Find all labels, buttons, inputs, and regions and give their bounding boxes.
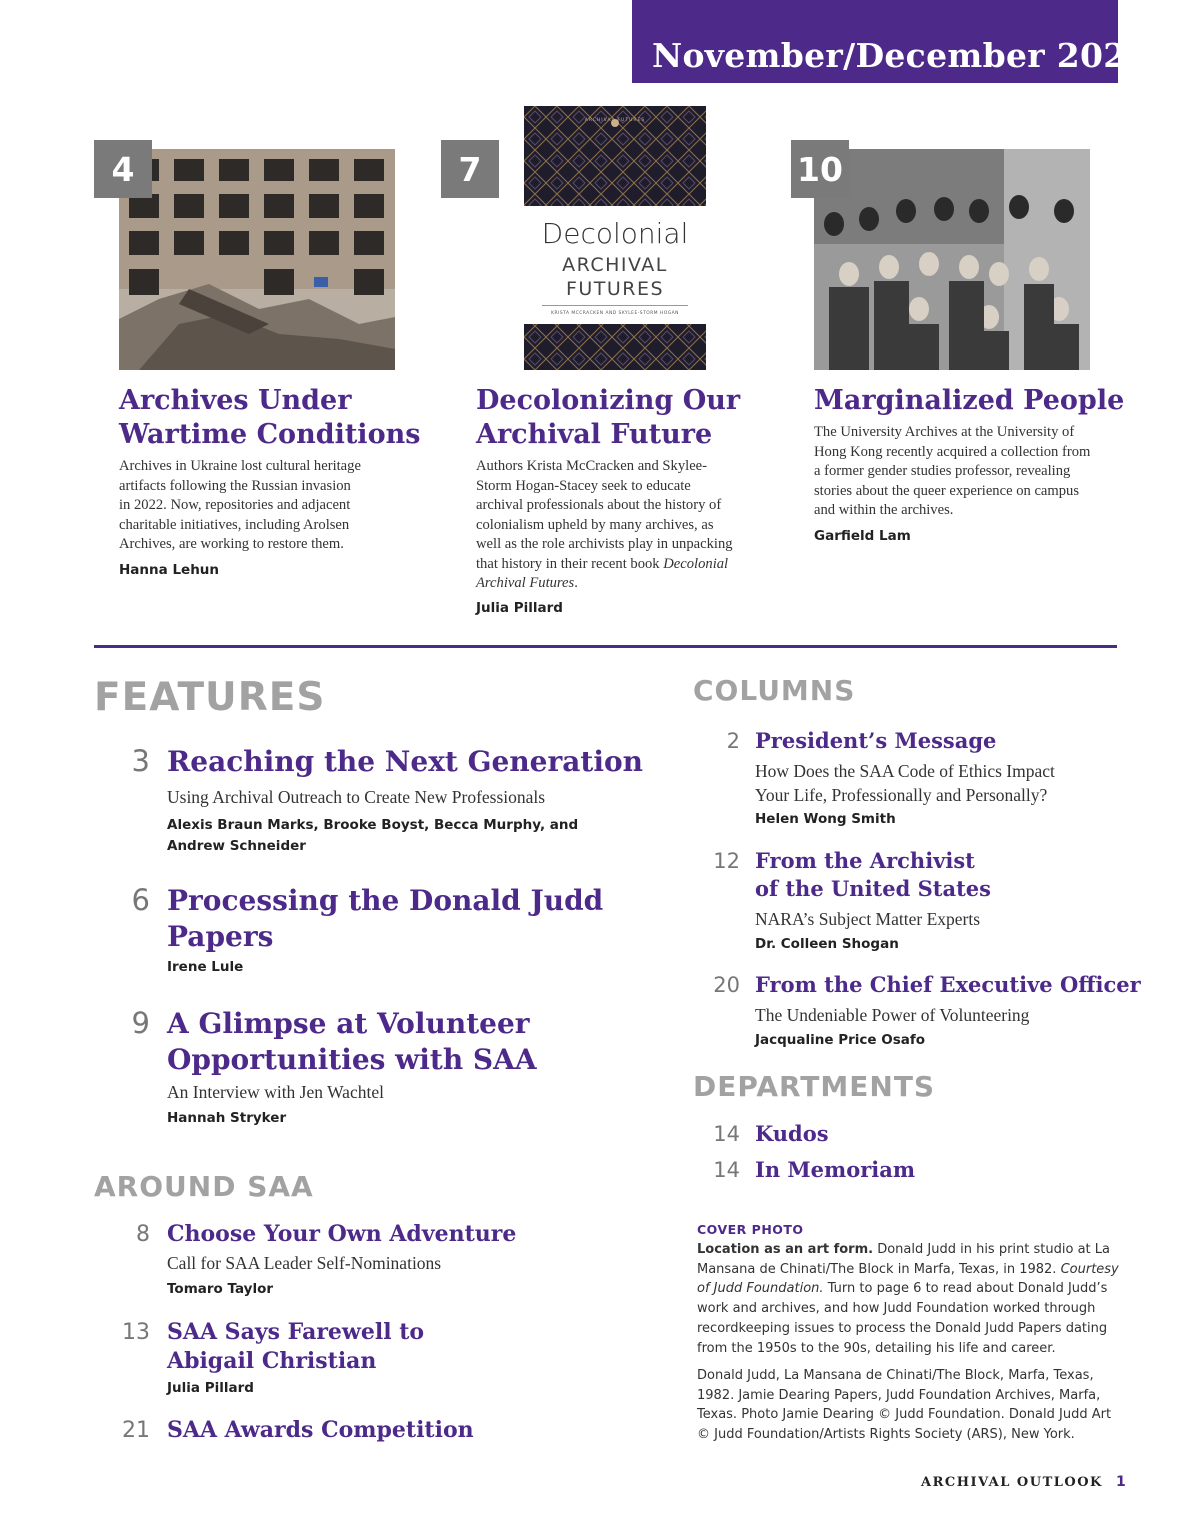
cover-photo-label: COVER PHOTO xyxy=(697,1222,804,1237)
page-number-badge: 7 xyxy=(441,140,499,198)
caption-line xyxy=(697,1279,1125,1299)
book-title-line3: FUTURES xyxy=(565,278,665,300)
highlight-title[interactable]: Marginalized People xyxy=(814,385,1125,416)
toc-author: Jacqualine Price Osafo xyxy=(755,1032,926,1048)
title-line: SAA Says Farewell to xyxy=(167,1319,425,1345)
toc-page-number: 20 xyxy=(713,973,740,997)
caption-line xyxy=(697,1260,1125,1280)
toc-page-number: 14 xyxy=(713,1122,740,1146)
highlight-title[interactable] xyxy=(119,384,420,452)
departments-heading: DEPARTMENTS xyxy=(693,1070,936,1103)
subtitle-line: Your Life, Professionally and Personally? xyxy=(755,784,1048,805)
desc-line xyxy=(476,574,733,594)
book-title: Decolonial xyxy=(541,217,689,250)
toc-author: Helen Wong Smith xyxy=(755,811,896,827)
toc-subtitle xyxy=(755,760,1055,807)
highlight-title-line: Decolonizing Our xyxy=(476,385,741,416)
book-title-line2: ARCHIVAL xyxy=(562,254,668,276)
toc-page-number: 8 xyxy=(136,1222,150,1247)
toc-page-number: 3 xyxy=(131,744,150,778)
highlight-author: Hanna Lehun xyxy=(119,562,220,578)
caption-line: Donald Judd, La Mansana de Chinati/The Block, Marfa, Texas, xyxy=(697,1368,1094,1383)
toc-author: Hannah Stryker xyxy=(167,1110,287,1126)
toc-feature-title[interactable] xyxy=(167,883,603,955)
highlight-author: Garfield Lam xyxy=(814,528,911,544)
desc-line: Archives in Ukraine lost cultural heritage xyxy=(119,458,361,474)
desc-line: Archives, are working to restore them. xyxy=(119,536,344,552)
toc-author: Dr. Colleen Shogan xyxy=(755,936,899,952)
title-line: Opportunities with SAA xyxy=(167,1043,537,1076)
author-line: Andrew Schneider xyxy=(167,838,306,854)
highlight-description xyxy=(814,423,1090,521)
desc-line: and within the archives. xyxy=(814,502,954,518)
desc-line: The University Archives at the University of xyxy=(814,424,1075,440)
issue-date: November/December 2023 xyxy=(652,36,1150,75)
caption-line xyxy=(697,1240,1125,1260)
caption-lead: Location as an art form. xyxy=(697,1242,874,1257)
highlight-description xyxy=(119,457,361,555)
desc-line: archival professionals about the history of xyxy=(476,497,722,513)
caption-line: 1982. Jamie Dearing Papers, Judd Foundation Archives, Marfa, xyxy=(697,1387,1101,1403)
book-title-italic: Archival Futures xyxy=(476,575,575,591)
caption-text: Turn to page 6 to read about Donald Judd’s xyxy=(827,1281,1108,1297)
toc-subtitle: Using Archival Outreach to Create New Professionals xyxy=(167,787,546,807)
title-line: of the United States xyxy=(755,876,991,901)
title-line: Papers xyxy=(167,920,274,953)
desc-line: Storm Hogan-Stacey seek to educate xyxy=(476,477,691,494)
toc-around-title[interactable] xyxy=(167,1318,424,1376)
toc-column-title[interactable]: From the Chief Executive Officer xyxy=(755,972,1141,997)
section-divider xyxy=(94,645,1117,648)
book-series-label: ARCHIVAL FUTURES xyxy=(584,118,646,123)
desc-line: Authors Krista McCracken and Skylee- xyxy=(476,458,708,474)
desc-line: colonialism upheld by many archives, as xyxy=(476,516,714,533)
toc-page-number: 14 xyxy=(713,1158,740,1182)
toc-page-number: 13 xyxy=(122,1320,150,1345)
ruined-building-photo xyxy=(119,149,395,370)
highlight-title-line: Archival Future xyxy=(476,419,713,450)
toc-page-number: 6 xyxy=(131,883,150,917)
desc-line: charitable initiatives, including Arolsen xyxy=(119,516,350,533)
caption-credit: Courtesy xyxy=(1060,1261,1119,1277)
caption-line: from the 1950s to the 90s, detailing his life and career. xyxy=(697,1340,1056,1356)
toc-page-number: 2 xyxy=(726,729,740,753)
book-authors: KRISTA MCCRACKEN AND SKYLEE-STORM HOGAN xyxy=(551,311,679,316)
toc-subtitle: An Interview with Jen Wachtel xyxy=(167,1082,384,1102)
book-divider xyxy=(542,305,688,306)
cover-photo-credit xyxy=(697,1366,1125,1445)
desc-line: stories about the queer experience on campus xyxy=(814,482,1080,499)
desc-text: that history in their recent book xyxy=(476,555,660,572)
toc-author: Tomaro Taylor xyxy=(167,1281,274,1297)
title-line: Processing the Donald Judd xyxy=(167,884,604,917)
desc-line: Hong Kong recently acquired a collection from xyxy=(814,443,1091,460)
title-line: Abigail Christian xyxy=(167,1348,377,1374)
toc-subtitle: NARA’s Subject Matter Experts xyxy=(755,909,981,929)
desc-line: in 2022. Now, repositories and adjacent xyxy=(119,497,351,513)
toc-author xyxy=(167,815,578,857)
page-number-badge: 4 xyxy=(94,140,152,198)
caption-credit: of Judd Foundation. xyxy=(697,1281,824,1297)
desc-text: . xyxy=(574,575,578,591)
toc-feature-title[interactable] xyxy=(167,1006,537,1078)
highlight-author: Julia Pillard xyxy=(476,600,563,616)
around-saa-heading: AROUND SAA xyxy=(94,1170,314,1203)
toc-around-title[interactable]: Choose Your Own Adventure xyxy=(167,1221,517,1247)
page-number-badge: 10 xyxy=(791,140,849,198)
cover-photo-caption xyxy=(697,1240,1125,1358)
toc-column-title[interactable]: President’s Message xyxy=(755,728,997,753)
desc-line: artifacts following the Russian invasion xyxy=(119,477,351,494)
book-cover xyxy=(524,106,706,370)
toc-page-number: 21 xyxy=(122,1418,150,1443)
toc-page-number: 12 xyxy=(713,849,740,873)
highlight-description xyxy=(476,457,733,594)
columns-heading: COLUMNS xyxy=(693,674,856,707)
book-title-italic: Decolonial xyxy=(663,555,729,572)
subtitle-line: How Does the SAA Code of Ethics Impact xyxy=(755,761,1055,781)
desc-line: a former gender studies professor, revealing xyxy=(814,463,1071,479)
group-portrait-photo xyxy=(814,149,1090,370)
caption-line: Texas. Photo Jamie Dearing © Judd Foundation. Donald Judd Art xyxy=(697,1407,1112,1423)
toc-column-title[interactable] xyxy=(755,847,991,903)
toc-department-title[interactable]: In Memoriam xyxy=(755,1157,916,1182)
title-line: A Glimpse at Volunteer xyxy=(167,1007,530,1040)
caption-line: © Judd Foundation/Artists Rights Society (ARS), New York. xyxy=(697,1427,1075,1443)
highlight-title-line: Archives Under xyxy=(119,385,352,416)
toc-around-title[interactable]: SAA Awards Competition xyxy=(167,1417,474,1443)
issue-banner xyxy=(632,0,1150,83)
caption-line: work and archives, and how Judd Foundation worked through xyxy=(697,1301,1096,1317)
toc-author: Irene Lule xyxy=(167,959,244,975)
toc-subtitle: Call for SAA Leader Self-Nominations xyxy=(167,1253,442,1273)
desc-line: well as the role archivists play in unpacking xyxy=(476,536,733,552)
publication-name: ARCHIVAL OUTLOOK xyxy=(921,1475,1103,1490)
title-line: From the Archivist xyxy=(755,848,975,873)
toc-author: Julia Pillard xyxy=(167,1380,254,1396)
features-heading: FEATURES xyxy=(94,675,326,720)
toc-page-number: 9 xyxy=(131,1006,150,1040)
author-line: Alexis Braun Marks, Brooke Boyst, Becca Murphy, and xyxy=(167,817,579,833)
toc-feature-title[interactable]: Reaching the Next Generation xyxy=(167,745,643,778)
caption-text: Donald Judd in his print studio at La xyxy=(877,1242,1110,1257)
toc-department-title[interactable]: Kudos xyxy=(755,1121,829,1146)
toc-subtitle: The Undeniable Power of Volunteering xyxy=(755,1005,1030,1025)
desc-line xyxy=(476,555,733,575)
highlight-title[interactable] xyxy=(476,384,740,452)
caption-line: recordkeeping issues to process the Donald Judd Papers dating xyxy=(697,1320,1108,1336)
highlight-title-line: Wartime Conditions xyxy=(119,419,421,450)
page-number: 1 xyxy=(1116,1474,1126,1490)
caption-text: Mansana de Chinati/The Block in Marfa, Texas, in 1982. xyxy=(697,1261,1057,1277)
